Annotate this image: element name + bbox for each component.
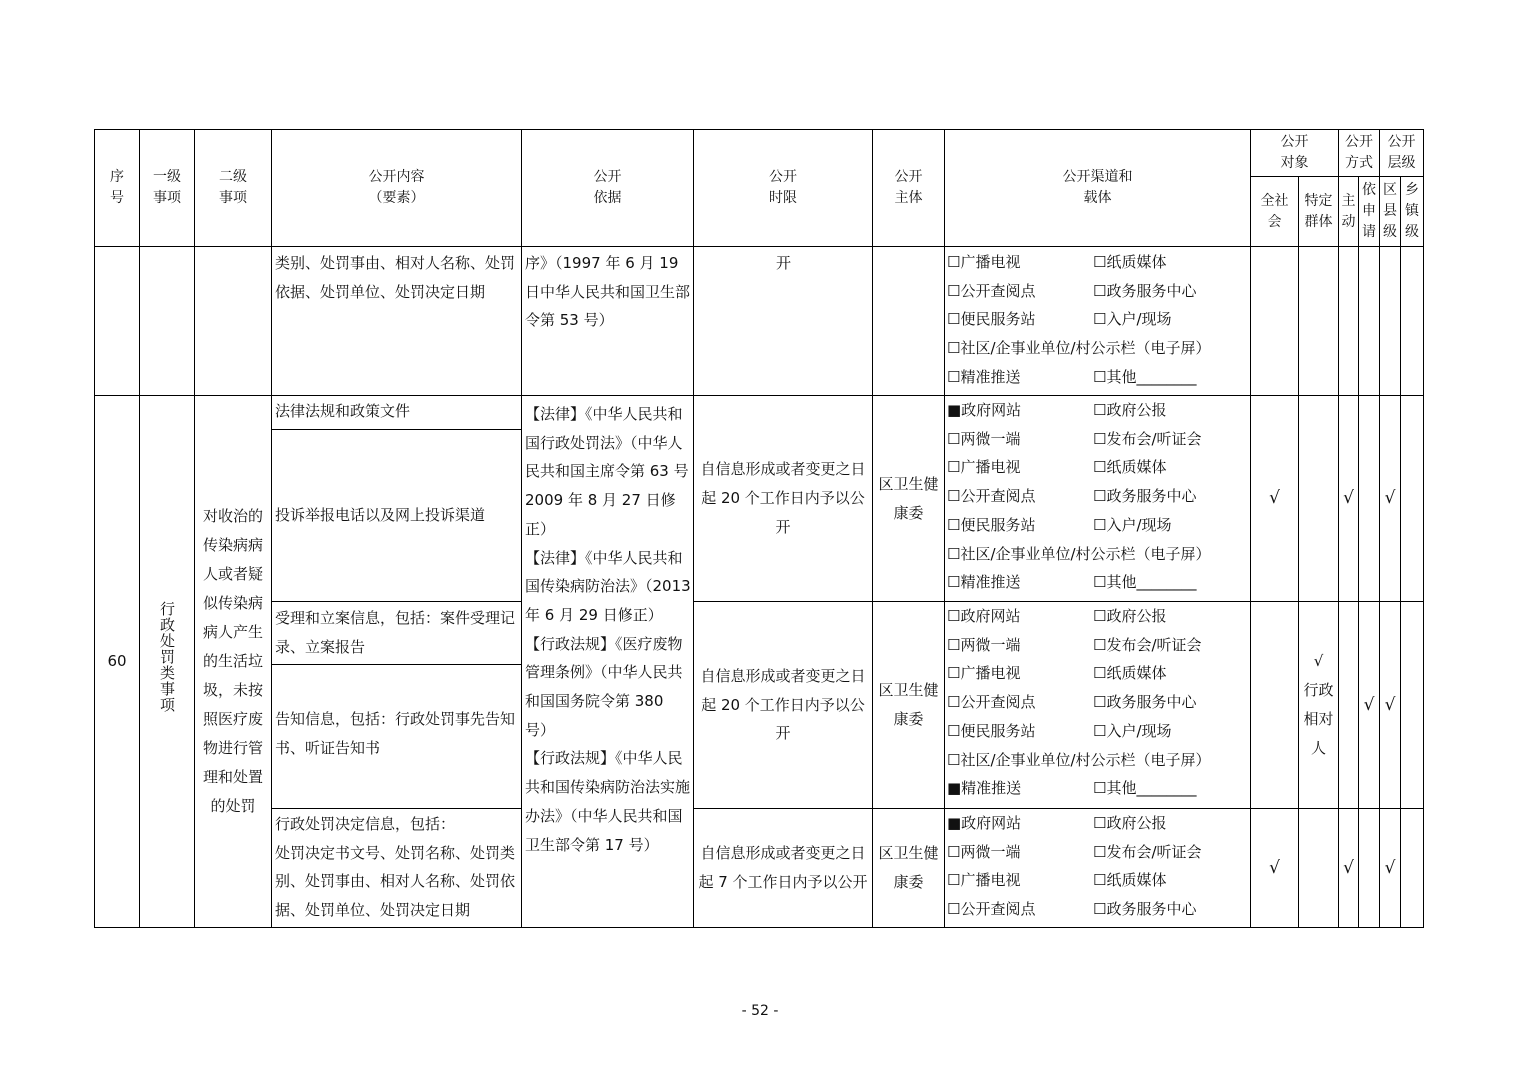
basis-cell: 序》（1997 年 6 月 19 日中华人民共和国卫生部令第 53 号） [522,247,694,396]
basis-cell: 【法律】《中华人民共和国行政处罚法》（中华人民共和国主席令第 63 号 2009 年 8 月 27 日修正） 【法律】《中华人民共和国传染病防治法》（2013 年 6 月 29 日修正） 【行政法规】《医疗废物管理条例》（中华人民共和国国务院令第 380 号） 【行政法规】《中华人民共和国传染病防治法实施办法》（中华人民共和国卫生部令第 17 号） [522,396,694,928]
mode-apply-check [1359,396,1380,602]
channel-option: ☐社区/企事业单位/村公示栏（电子屏） [947,339,1211,358]
channel-option: ☐两微一端 [947,842,1021,861]
subject-cell: 区卫生健康委 [873,809,945,928]
mode-apply-check [1359,809,1380,928]
channel-option: ☐社区/企事业单位/村公示栏（电子屏） [947,544,1211,563]
channel-option-row [945,396,1250,425]
channel-option-row [945,248,1250,277]
header-mode-apply: 依申请 [1359,177,1380,247]
target-all-check: √ [1251,396,1299,602]
level-county-check: √ [1380,396,1401,602]
header-mode-active: 主动 [1339,177,1359,247]
channel-option-row [945,305,1250,334]
header-time: 公开时限 [694,130,873,247]
header-mode: 公开方式 [1339,130,1380,177]
time-cell: 自信息形成或者变更之日起 20 个工作日内予以公开 [694,396,873,602]
channel-option-row [945,602,1250,631]
content-cell: 类别、处罚事由、相对人名称、处罚依据、处罚单位、处罚决定日期 [272,247,522,396]
channel-option: ☐政府公报 [1093,814,1167,832]
level-county-check: √ [1380,602,1401,809]
header-content: 公开内容（要素） [272,130,522,247]
header-subject: 公开主体 [873,130,945,247]
channel-option: ☐纸质媒体 [1093,871,1167,890]
channel-option-row [945,688,1250,717]
header-target-specific: 特定群体 [1299,177,1339,247]
channel-option-row [945,425,1250,454]
channel-option: ☐纸质媒体 [1093,458,1167,477]
target-specific-check [1299,396,1339,602]
channel-option: ☐社区/企事业单位/村公示栏（电子屏） [947,750,1211,769]
channel-option-row [945,540,1250,569]
seq-cell: 60 [95,396,140,928]
disclosure-table [94,129,1424,928]
content-cell: 投诉举报电话以及网上投诉渠道 [272,430,522,602]
channel-option: ☐广播电视 [947,664,1021,683]
channel-option: ☐政务服务中心 [1093,281,1197,300]
channel-option: ☐其他________ [1093,779,1197,798]
table-row [95,396,1424,430]
channel-option: ☐发布会/听证会 [1093,842,1202,861]
level-county-check: √ [1380,809,1401,928]
page-number: - 52 - [741,1003,779,1019]
subject-cell: 区卫生健康委 [873,396,945,602]
channel-option: ☐入户/现场 [1093,515,1172,534]
channel-option-row [945,717,1250,746]
channel-option: ☐纸质媒体 [1093,253,1167,271]
channel-option: ■政府网站 [947,401,1022,419]
channel-option: ☐精准推送 [947,367,1021,386]
channel-option: ☐广播电视 [947,871,1021,890]
table-row [95,602,1424,665]
mode-active-check [1339,602,1359,809]
channel-option-row [945,334,1250,363]
target-specific-check [1299,809,1339,928]
channel-option: ☐纸质媒体 [1093,664,1167,683]
channel-option: ☐广播电视 [947,458,1021,477]
channel-option: ☐便民服务站 [947,515,1036,534]
header-seq: 序号 [95,130,140,247]
channel-option: ☐两微一端 [947,429,1021,448]
time-cell: 自信息形成或者变更之日起 7 个工作日内予以公开 [694,809,873,928]
channel-option-row [945,631,1250,660]
header-basis: 公开依据 [522,130,694,247]
target-all-check: √ [1251,809,1299,928]
channel-option: ☐公开查阅点 [947,693,1036,712]
channel-option: ☐广播电视 [947,253,1021,271]
content-cell: 告知信息，包括：行政处罚事先告知书、听证告知书 [272,665,522,809]
mode-active-check: √ [1339,396,1359,602]
mode-apply-check: √ [1359,602,1380,809]
header-target-all: 全社会 [1251,177,1299,247]
level-town-check [1401,602,1424,809]
channel-option-row [945,482,1250,511]
channel-option: ☐精准推送 [947,573,1021,592]
channel-cell [945,247,1251,396]
channel-option: ☐政务服务中心 [1093,487,1197,506]
table-row [95,247,1424,396]
channel-option-row [945,277,1250,306]
content-cell: 受理和立案信息，包括：案件受理记录、立案报告 [272,602,522,665]
channel-option-row [945,659,1250,688]
channel-option-row [945,568,1250,597]
channel-option-row [945,809,1250,838]
channel-option-row [945,774,1250,803]
channel-option: ☐入户/现场 [1093,310,1172,329]
channel-option-row [945,453,1250,482]
channel-option-row [945,838,1250,867]
channel-option: ☐公开查阅点 [947,281,1036,300]
channel-cell [945,809,1251,928]
level2-cell: 对收治的传染病病人或者疑似传染病病人产生的生活垃圾，未按照医疗废物进行管理和处置的处罚 [195,396,272,928]
channel-option: ☐两微一端 [947,635,1021,654]
channel-option: ☐发布会/听证会 [1093,429,1202,448]
header-channel: 公开渠道和载体 [945,130,1251,247]
channel-option: ☐政府网站 [947,607,1021,625]
header-level-county: 区县级 [1380,177,1401,247]
header-level-town: 乡镇级 [1401,177,1424,247]
channel-option-row [945,866,1250,895]
mode-active-check: √ [1339,809,1359,928]
channel-option-row [945,746,1250,775]
table-row [95,809,1424,928]
channel-option-row [945,511,1250,540]
content-cell: 法律法规和政策文件 [272,396,522,430]
level1-cell: 行政处罚类事项 [140,396,195,928]
channel-option: ☐公开查阅点 [947,487,1036,506]
channel-option: ☐便民服务站 [947,310,1036,329]
channel-option: ☐发布会/听证会 [1093,635,1202,654]
subject-cell: 区卫生健康委 [873,602,945,809]
channel-option-row [945,363,1250,392]
target-all-check [1251,602,1299,809]
channel-cell [945,396,1251,602]
channel-option: ■精准推送 [947,779,1022,798]
channel-option: ☐便民服务站 [947,721,1036,740]
channel-option: ☐入户/现场 [1093,721,1172,740]
channel-option: ■政府网站 [947,814,1022,832]
level-town-check [1401,809,1424,928]
channel-option: ☐公开查阅点 [947,900,1036,919]
header-level2: 二级事项 [195,130,272,247]
channel-option: ☐其他________ [1093,367,1197,386]
header-level: 公开层级 [1380,130,1424,177]
content-cell: 行政处罚决定信息，包括： 处罚决定书文号、处罚名称、处罚类别、处罚事由、相对人名称、处罚依据、处罚单位、处罚决定日期 [272,809,522,928]
level-town-check [1401,396,1424,602]
time-cell: 自信息形成或者变更之日起 20 个工作日内予以公开 [694,602,873,809]
channel-option: ☐政府公报 [1093,401,1167,419]
channel-option: ☐政府公报 [1093,607,1167,625]
channel-option-row [945,895,1250,924]
header-target: 公开对象 [1251,130,1339,177]
channel-option: ☐其他________ [1093,573,1197,592]
channel-option: ☐政务服务中心 [1093,693,1197,712]
channel-option: ☐政务服务中心 [1093,900,1197,919]
target-specific-check: √ 行政相对人 [1299,602,1339,809]
header-level1: 一级事项 [140,130,195,247]
channel-cell [945,602,1251,809]
time-cell: 开 [694,247,873,396]
